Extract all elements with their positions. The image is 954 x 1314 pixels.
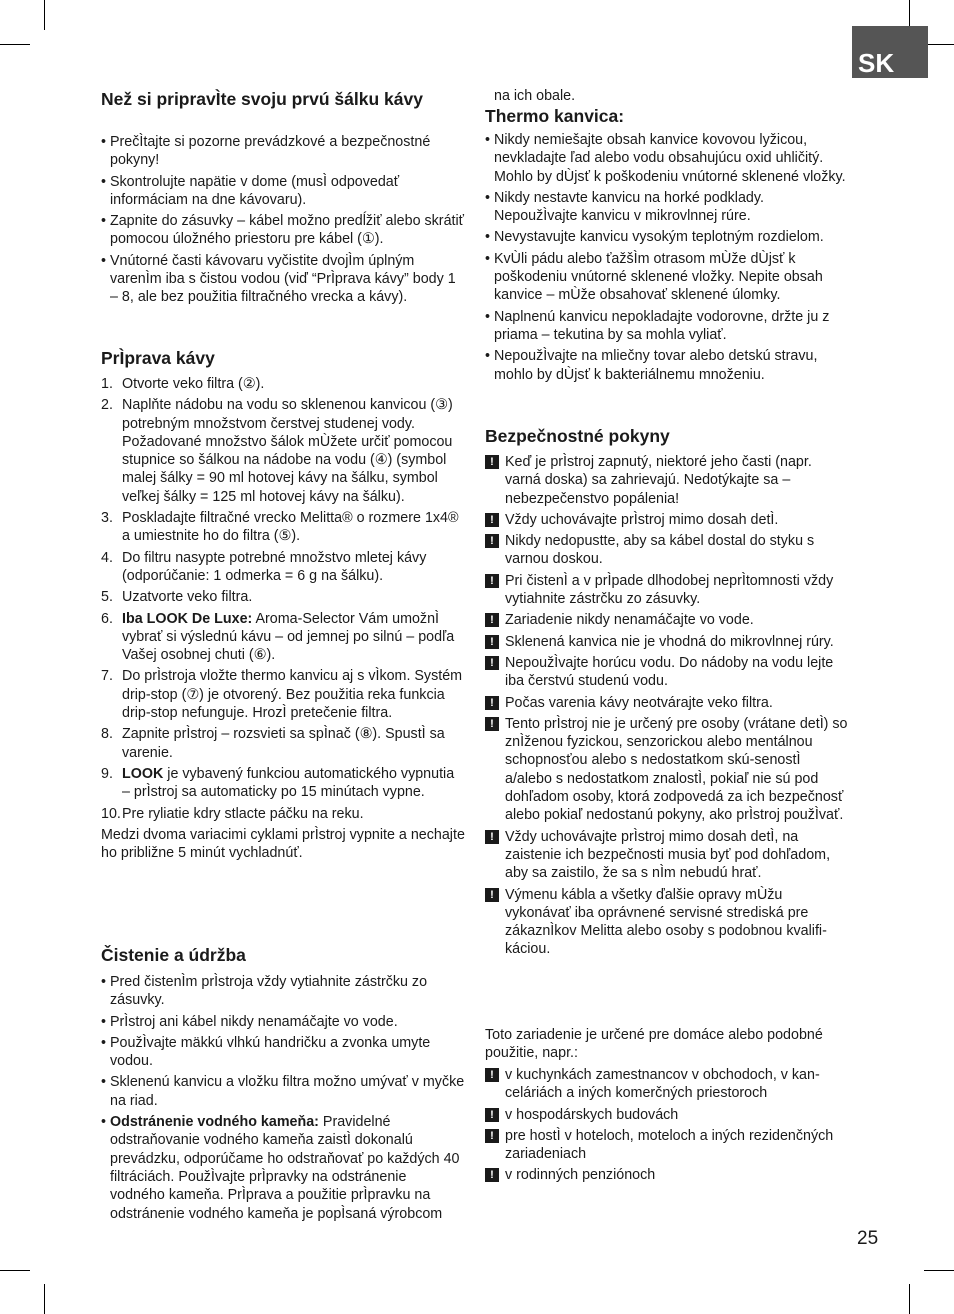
list-rest: Pravidelné odstraňovanie vodného kameňa zaistÌ dokonalú prevádzku, odporúčame ho odstraňovať po každých 40 filtráciách. PoužÌvajte prÌpravky na odstránenie vodného kameňa. PrÌprava a použitie prÌpravku na odstránenie vodného kameňa je popÌsaná výrobcom bbox=[110, 1114, 460, 1222]
warning-text: v rodinných penziónoch bbox=[505, 1167, 656, 1184]
list-item: • Nevystavujte kanvicu vysokým teplotným rozdielom. bbox=[485, 228, 851, 246]
cleaning-list bbox=[101, 973, 465, 1226]
warning-icon: ! bbox=[485, 1129, 499, 1143]
crop-mark bbox=[924, 44, 954, 45]
list-item: • Vnútorné časti kávovaru vyčistite dvojÌm úplným varenÌm iba s čistou vodou (viď “PrÌprava kávy” body 1 – 8, ale bez použitia filtračného vrecka a kávy). bbox=[101, 252, 465, 307]
warning-icon: ! bbox=[485, 888, 499, 902]
warning-text: Vždy uchovávajte prÌstroj mimo dosah detÌ, na zaistenie ich bezpečnosti musia byť pod dohľadom, aby sa zaistilo, že sa s nÌm nebudú hrať. bbox=[505, 828, 831, 882]
list-item: • PrečÌtajte si pozorne prevádzkové a bezpečnostné pokyny! bbox=[101, 133, 465, 170]
warning-icon: ! bbox=[485, 613, 499, 627]
list-number: 7. bbox=[101, 668, 113, 685]
list-number: 10. bbox=[101, 805, 121, 822]
list-item bbox=[101, 805, 465, 823]
list-number: 2. bbox=[101, 397, 113, 414]
list-rest: je vybavený funkciou automatického vypnutia – prÌstroj sa automaticky po 15 minútach vypne. bbox=[122, 765, 455, 801]
warning-text: v hospodárskych budovách bbox=[505, 1106, 679, 1123]
warning-text: v kuchynkách zamestnancov v obchodoch, v kan-celáriách a iných komerčných priestoroch bbox=[505, 1067, 820, 1102]
coffee-prep-note: Medzi dvoma variacimi cyklami prÌstroj vypnite a nechajte ho približne 5 minút vychladnúť. bbox=[101, 826, 465, 862]
list-item bbox=[101, 549, 465, 586]
list-rest: Aroma-Selector Vám umožnÌ vybrať si výslednú kávu – od jemnej po silnú – podľa Vašej osobnej chuti (⑥). bbox=[122, 610, 455, 664]
warning-text: Počas varenia kávy neotvárajte veko filtra. bbox=[505, 694, 773, 711]
list-item: • Skontrolujte napätie v dome (musÌ odpovedať informáciam na dne kávovaru). bbox=[101, 173, 465, 210]
warning-icon: ! bbox=[485, 1108, 499, 1122]
warning-text: Výmenu kábla a všetky ďalšie opravy mÙžu vykonávať iba oprávnené servisné strediská pre zákaznÌkov Melitta alebo osoby s podobnou kvalifi-káciou. bbox=[505, 886, 827, 958]
warning-item bbox=[485, 654, 851, 691]
crop-mark bbox=[44, 0, 45, 30]
warning-text: Nikdy nedopustte, aby sa kábel dostal do styku s varnou doskou. bbox=[505, 533, 815, 568]
warning-item bbox=[485, 1127, 851, 1164]
warning-item bbox=[485, 532, 851, 569]
list-bold: Odstránenie vodného kameňa: bbox=[110, 1114, 319, 1131]
section-title-thermo-jug: Thermo kanvica: bbox=[485, 106, 625, 126]
list-item: • KvÙli pádu alebo ťažšÌm otrasom mÙže dÙjsť k poškodeniu vnútorné sklenené vložky. Nepite obsah kanvice – mÙže obsahovať sklenené úlomky. bbox=[485, 250, 851, 305]
warning-icon: ! bbox=[485, 635, 499, 649]
list-text: Do filtru nasypte potrebné množstvo mletej kávy (odporúčanie: 1 odmerka = 6 g na šálku). bbox=[122, 549, 427, 584]
list-item bbox=[101, 1113, 465, 1223]
warning-item bbox=[485, 828, 851, 883]
list-number: 5. bbox=[101, 589, 113, 606]
section-title-cleaning: Čistenie a údržba bbox=[101, 945, 246, 965]
list-bold: Iba LOOK De Luxe: bbox=[122, 610, 253, 627]
crop-mark bbox=[909, 1284, 910, 1314]
list-item: • Sklenenú kanvicu a vložku filtra možno umývať v myčke na riad. bbox=[101, 1073, 465, 1110]
warning-text: Vždy uchovávajte prÌstroj mimo dosah detÌ. bbox=[505, 511, 779, 528]
list-item bbox=[101, 509, 465, 546]
list-text: Poskladajte filtračné vrecko Melitta® o rozmere 1x4® a umiestnite ho do filtra (⑤). bbox=[122, 510, 459, 545]
continuation-text: na ich obale. bbox=[494, 88, 576, 104]
section-title-first-coffee: Než si pripravÌte svoju prvú šálku kávy bbox=[101, 89, 423, 109]
list-number: 6. bbox=[101, 610, 113, 627]
warning-text: Keď je prÌstroj zapnutý, niektoré jeho časti (napr. varná doska) sa zahrievajú. Nedotýkajte sa – nebezpečenstvo popálenia! bbox=[505, 454, 812, 507]
warning-item bbox=[485, 694, 851, 712]
warning-text: NepoužÌvajte horúcu vodu. Do nádoby na vodu lejte iba čerstvú studenú vodu. bbox=[505, 654, 834, 690]
list-text: Zapnite prÌstroj – rozsvieti sa spÌnač (⑧). SpustÌ sa varenie. bbox=[122, 726, 445, 761]
warning-icon: ! bbox=[485, 534, 499, 548]
warning-text: pre hostÌ v hoteloch, moteloch a iných rezidenčných zariadeniach bbox=[505, 1127, 834, 1163]
list-text: Uzatvorte veko filtra. bbox=[122, 589, 253, 606]
list-item bbox=[101, 396, 465, 506]
page-number: 25 bbox=[857, 1228, 879, 1249]
list-text bbox=[122, 765, 465, 802]
warning-icon: ! bbox=[485, 513, 499, 527]
warning-item bbox=[485, 886, 851, 959]
warning-text: Sklenená kanvica nie je vhodná do mikrovlnnej rúry. bbox=[505, 633, 834, 650]
list-item: • NepoužÌvajte na mliečny tovar alebo detskú stravu, mohlo by dÙjsť k bakteriálnemu množeniu. bbox=[485, 347, 851, 384]
list-item: • Nikdy nemiešajte obsah kanvice kovovou lyžicou, nevkladajte ľad alebo vodu obsahujúcu oxid uhličitý. Mohlo by dÙjsť k poškodeniu vnútorné sklenené vložky. bbox=[485, 131, 851, 186]
list-number: 9. bbox=[101, 765, 113, 782]
list-bold: LOOK bbox=[122, 765, 164, 782]
list-number: 4. bbox=[101, 549, 113, 566]
usage-intro: Toto zariadenie je určené pre domáce alebo podobné použitie, napr.: bbox=[485, 1027, 823, 1062]
first-coffee-list bbox=[101, 133, 465, 310]
warning-item bbox=[485, 453, 851, 508]
list-item: • Pred čistenÌm prÌstroja vždy vytiahnite zástrčku zo zásuvky. bbox=[101, 973, 465, 1010]
list-item: • Nikdy nestavte kanvicu na horké podklady. NepoužÌvajte kanvicu v mikrovlnnej rúre. bbox=[485, 189, 851, 226]
list-item: • Zapnite do zásuvky – kábel možno predĺžiť alebo skrátiť pomocou úložného priestoru pre kábel (①). bbox=[101, 212, 465, 249]
list-text: Do prÌstroja vložte thermo kanvicu aj s vÌkom. Systém drip-stop (⑦) je otvorený. Bez použitia reka funkcia drip-stop nefunguje. HrozÌ pretečenie filtra. bbox=[122, 668, 463, 722]
thermo-jug-list bbox=[485, 131, 851, 387]
warning-icon: ! bbox=[485, 696, 499, 710]
list-item: • PrÌstroj ani kábel nikdy nenamáčajte vo vode. bbox=[101, 1013, 465, 1031]
crop-mark bbox=[0, 1270, 30, 1271]
warning-text: Tento prÌstroj nie je určený pre osoby (vrátane detÌ) so znÌženou fyzickou, senzorickou alebo mentálnou schopnosťou alebo s nedostatkom skú-senostÌ a/alebo s nedostatkom znalostÌ, pokiaľ nie sú pod dohľadom osoby, ktorá zodpovedá za ich bezpečnosť alebo pokiaľ nedostanú pokyny, ako prÌstroj použÌvať. bbox=[505, 715, 848, 824]
coffee-prep-list bbox=[101, 375, 465, 865]
warning-item bbox=[485, 1106, 851, 1124]
list-number: 8. bbox=[101, 726, 113, 743]
list-text: Naplňte nádobu na vodu so sklenenou kanvicou (③) potrebným množstvom čerstvej studenej vody. Požadované množstvo šálok mÙžete určiť pomocou stupnice so šálkou na nádobe na vodu (④) (symbol malej šálky = 90 ml hotovej kávy na šálku, symbol veľkej šálky = 125 ml hotovej kávy na šálku). bbox=[122, 397, 453, 505]
section-title-safety: Bezpečnostné pokyny bbox=[485, 426, 670, 446]
list-item: • Naplnenú kanvicu nepokladajte vodorovne, držte ju z priama – tekutina by sa mohla vyliať. bbox=[485, 308, 851, 345]
warning-item bbox=[485, 715, 851, 825]
warning-text: Pri čistenÌ a v prÌpade dlhodobej neprÌtomnosti vždy vytiahnite zástrčku zo zásuvky. bbox=[505, 572, 834, 608]
list-text: Pre ryliatie kdry stlacte páčku na reku. bbox=[122, 805, 364, 822]
warning-icon: ! bbox=[485, 656, 499, 670]
warning-item bbox=[485, 1066, 851, 1103]
warning-item bbox=[485, 1166, 851, 1184]
warning-item bbox=[485, 633, 851, 651]
warning-icon: ! bbox=[485, 1168, 499, 1182]
crop-mark bbox=[0, 44, 30, 45]
warning-text: Zariadenie nikdy nenamáčajte vo vode. bbox=[505, 612, 754, 629]
usage-list bbox=[485, 1066, 851, 1188]
list-item bbox=[101, 610, 465, 665]
list-item bbox=[101, 667, 465, 722]
warning-icon: ! bbox=[485, 830, 499, 844]
list-item bbox=[101, 375, 465, 393]
warning-item bbox=[485, 611, 851, 629]
warning-icon: ! bbox=[485, 574, 499, 588]
language-tab-label: SK bbox=[858, 48, 895, 78]
warning-item bbox=[485, 572, 851, 609]
warning-item bbox=[485, 511, 851, 529]
crop-mark bbox=[44, 1284, 45, 1314]
list-item bbox=[101, 765, 465, 802]
language-tab bbox=[852, 26, 928, 78]
list-number: 1. bbox=[101, 376, 113, 392]
list-text: Otvorte veko filtra (②). bbox=[122, 376, 265, 392]
warning-icon: ! bbox=[485, 1068, 499, 1082]
list-text bbox=[122, 610, 465, 665]
warning-icon: ! bbox=[485, 717, 499, 731]
list-item: • PoužÌvajte mäkkú vlhkú handričku a zvonka umyte vodou. bbox=[101, 1034, 465, 1071]
list-number: 3. bbox=[101, 510, 113, 527]
list-item bbox=[101, 588, 465, 606]
crop-mark bbox=[924, 1270, 954, 1271]
list-item bbox=[101, 725, 465, 762]
safety-list bbox=[485, 453, 851, 962]
section-title-coffee-prep: PrÌprava kávy bbox=[101, 348, 215, 368]
warning-icon: ! bbox=[485, 455, 499, 469]
